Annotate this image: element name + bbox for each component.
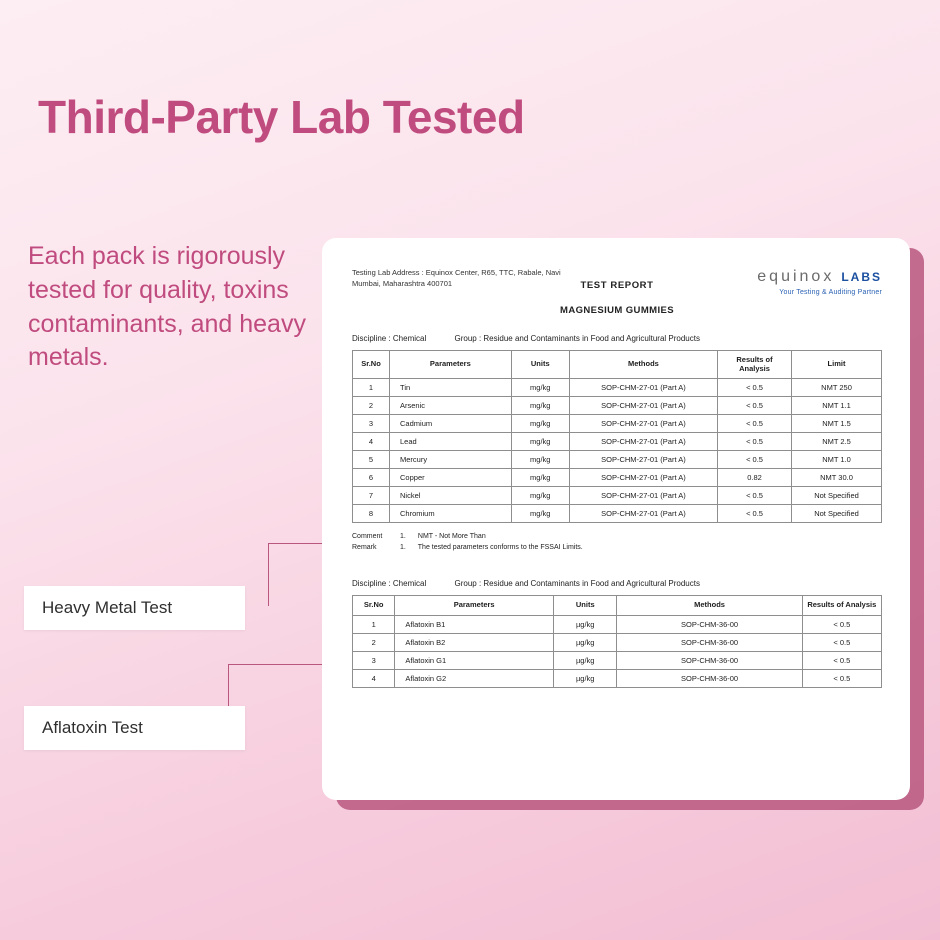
lab-report-card: [322, 238, 910, 800]
cell-method: SOP-CHM-36-00: [617, 633, 802, 651]
table-row: [353, 397, 882, 415]
table-header-row: [353, 351, 882, 379]
cell-units: mg/kg: [511, 505, 569, 523]
table-row: [353, 469, 882, 487]
cell-result: < 0.5: [717, 379, 791, 397]
cell-parameter: Arsenic: [390, 397, 512, 415]
cell-units: mg/kg: [511, 451, 569, 469]
cell-result: < 0.5: [802, 615, 881, 633]
cell-result: < 0.5: [802, 669, 881, 687]
cell-units: µg/kg: [554, 615, 617, 633]
brand-name: equinox: [757, 268, 835, 285]
cell-sr-no: 6: [353, 469, 390, 487]
cell-limit: NMT 1.1: [792, 397, 882, 415]
cell-limit: NMT 2.5: [792, 433, 882, 451]
comment-text: NMT - Not More Than: [417, 533, 486, 541]
heavy-metals-table: [352, 350, 882, 523]
col-methods: Methods: [569, 351, 717, 379]
cell-result: < 0.5: [717, 433, 791, 451]
cell-result: < 0.5: [717, 397, 791, 415]
col-units: Units: [554, 596, 617, 616]
cell-result: < 0.5: [717, 487, 791, 505]
cell-method: SOP-CHM-27-01 (Part A): [569, 415, 717, 433]
cell-method: SOP-CHM-36-00: [617, 615, 802, 633]
table-row: [353, 633, 882, 651]
cell-units: mg/kg: [511, 469, 569, 487]
page-title: Third-Party Lab Tested: [38, 91, 525, 143]
col-parameters: Parameters: [390, 351, 512, 379]
table-header-row: [353, 596, 882, 616]
callout-aflatoxin-test: Aflatoxin Test: [24, 706, 245, 750]
table-row: [353, 615, 882, 633]
cell-method: SOP-CHM-36-00: [617, 651, 802, 669]
cell-parameter: Aflatoxin G2: [395, 669, 554, 687]
cell-sr-no: 5: [353, 451, 390, 469]
cell-sr-no: 8: [353, 505, 390, 523]
cell-limit: NMT 30.0: [792, 469, 882, 487]
table-row: [353, 505, 882, 523]
lab-address: Testing Lab Address : Equinox Center, R65, TTC, Rabale, Navi Mumbai, Maharashtra 400701: [352, 268, 561, 288]
cell-method: SOP-CHM-27-01 (Part A): [569, 505, 717, 523]
cell-units: µg/kg: [554, 633, 617, 651]
remark-line: [352, 543, 882, 554]
cell-sr-no: 3: [353, 415, 390, 433]
col-parameters: Parameters: [395, 596, 554, 616]
col-limit: Limit: [792, 351, 882, 379]
col-sr-no: Sr.No: [353, 351, 390, 379]
table-row: [353, 379, 882, 397]
cell-limit: Not Specified: [792, 487, 882, 505]
table-row: [353, 415, 882, 433]
cell-result: < 0.5: [717, 451, 791, 469]
cell-parameter: Aflatoxin G1: [395, 651, 554, 669]
remark-label: Remark: [352, 543, 377, 551]
cell-method: SOP-CHM-27-01 (Part A): [569, 487, 717, 505]
comment-line: [352, 532, 882, 543]
cell-limit: NMT 250: [792, 379, 882, 397]
group-2: Group : Residue and Contaminants in Food and Agricultural Products: [454, 579, 700, 589]
cell-parameter: Nickel: [390, 487, 512, 505]
discipline-line-2: [352, 579, 882, 588]
remark-text: The tested parameters conforms to the FSSAI Limits.: [417, 543, 583, 551]
discipline-line-1: [352, 334, 882, 343]
cell-sr-no: 4: [353, 433, 390, 451]
cell-units: mg/kg: [511, 415, 569, 433]
cell-method: SOP-CHM-27-01 (Part A): [569, 469, 717, 487]
report-notes: [352, 532, 882, 553]
table-row: [353, 669, 882, 687]
col-units: Units: [511, 351, 569, 379]
report-product-name: MAGNESIUM GUMMIES: [560, 305, 674, 316]
callout-heavy-metal-test: Heavy Metal Test: [24, 586, 245, 630]
cell-parameter: Tin: [390, 379, 512, 397]
cell-method: SOP-CHM-27-01 (Part A): [569, 451, 717, 469]
discipline-2: Discipline : Chemical: [352, 579, 427, 589]
col-results: Results of Analysis: [802, 596, 881, 616]
cell-method: SOP-CHM-27-01 (Part A): [569, 397, 717, 415]
remark-number: 1.: [399, 543, 406, 551]
table-row: [353, 451, 882, 469]
cell-result: < 0.5: [717, 415, 791, 433]
cell-result: < 0.5: [802, 651, 881, 669]
cell-sr-no: 1: [353, 615, 395, 633]
cell-limit: NMT 1.5: [792, 415, 882, 433]
cell-units: mg/kg: [511, 397, 569, 415]
cell-units: mg/kg: [511, 379, 569, 397]
cell-sr-no: 2: [353, 397, 390, 415]
cell-parameter: Aflatoxin B2: [395, 633, 554, 651]
cell-units: µg/kg: [554, 669, 617, 687]
cell-parameter: Mercury: [390, 451, 512, 469]
discipline-1: Discipline : Chemical: [352, 334, 427, 343]
cell-units: mg/kg: [511, 433, 569, 451]
col-results: Results of Analysis: [717, 351, 791, 379]
comment-label: Comment: [352, 533, 383, 541]
cell-result: < 0.5: [802, 633, 881, 651]
cell-result: 0.82: [717, 469, 791, 487]
group-1: Group : Residue and Contaminants in Food and Agricultural Products: [454, 334, 700, 343]
brand-labs: LABS: [841, 270, 882, 284]
aflatoxin-table: [352, 595, 882, 688]
cell-method: SOP-CHM-36-00: [617, 669, 802, 687]
col-sr-no: Sr.No: [353, 596, 395, 616]
cell-parameter: Cadmium: [390, 415, 512, 433]
cell-sr-no: 2: [353, 633, 395, 651]
cell-units: mg/kg: [511, 487, 569, 505]
cell-sr-no: 7: [353, 487, 390, 505]
cell-result: < 0.5: [717, 505, 791, 523]
cell-parameter: Lead: [390, 433, 512, 451]
cell-method: SOP-CHM-27-01 (Part A): [569, 379, 717, 397]
cell-method: SOP-CHM-27-01 (Part A): [569, 433, 717, 451]
cell-parameter: Copper: [390, 469, 512, 487]
col-methods: Methods: [617, 596, 802, 616]
cell-limit: NMT 1.0: [792, 451, 882, 469]
comment-number: 1.: [399, 533, 406, 541]
cell-parameter: Chromium: [390, 505, 512, 523]
cell-parameter: Aflatoxin B1: [395, 615, 554, 633]
cell-limit: Not Specified: [792, 505, 882, 523]
brand-tagline: Your Testing & Auditing Partner: [779, 289, 882, 296]
cell-sr-no: 3: [353, 651, 395, 669]
table-row: [353, 651, 882, 669]
lead-paragraph: Each pack is rigorously tested for quality, toxins contaminants, and heavy metals.: [28, 242, 306, 372]
cell-units: µg/kg: [554, 651, 617, 669]
equinox-logo: [757, 268, 882, 296]
cell-sr-no: 4: [353, 669, 395, 687]
table-row: [353, 487, 882, 505]
table-row: [353, 433, 882, 451]
report-title: TEST REPORT: [580, 280, 654, 291]
cell-sr-no: 1: [353, 379, 390, 397]
